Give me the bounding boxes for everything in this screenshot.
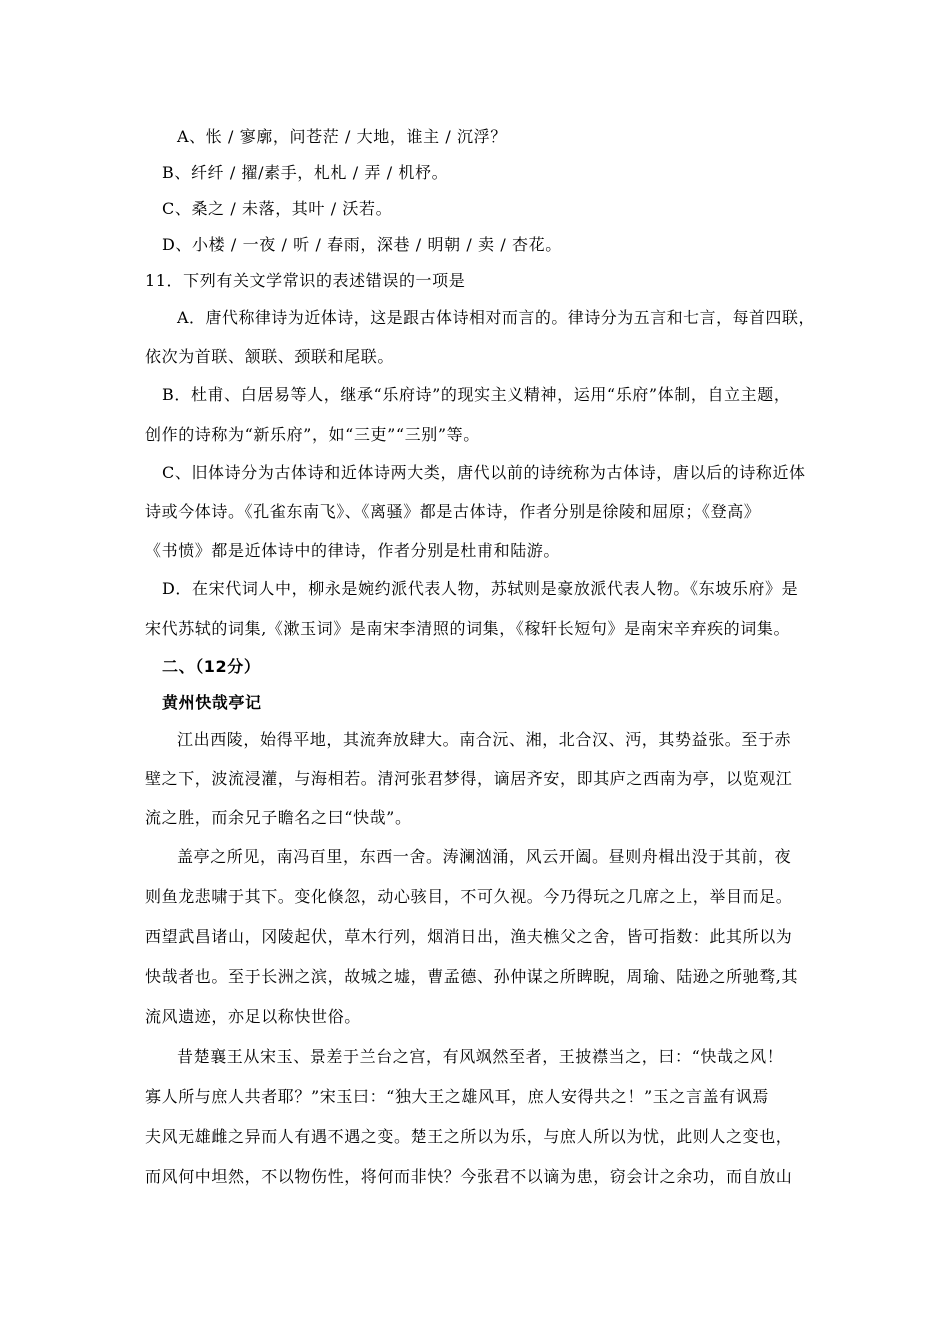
q10-option-a: A、怅 / 寥廓，问苍茫 / 大地，谁主 / 沉浮？ (177, 127, 507, 146)
q11-stem: 11．下列有关文学常识的表述错误的一项是 (145, 271, 466, 290)
para1-line1: 江出西陵，始得平地，其流奔放肆大。南合沅、湘，北合汉、沔，其势益张。至于赤 (177, 730, 792, 749)
q11-option-c-line2: 诗或今体诗。《孔雀东南飞》、《离骚》都是古体诗，作者分别是徐陵和屈原；《登高》 (145, 502, 761, 521)
q11-option-c-line3: 《书愤》都是近体诗中的律诗，作者分别是杜甫和陆游。 (145, 541, 561, 560)
para2-line2: 则鱼龙悲啸于其下。变化倏忽，动心骇目，不可久视。今乃得玩之几席之上，举目而足。 (145, 887, 793, 906)
para2-line4: 快哉者也。至于长洲之滨，故城之墟，曹孟德、孙仲谋之所睥睨，周瑜、陆逊之所驰骛,其 (145, 967, 799, 986)
q11-option-c-line1: C、旧体诗分为古体诗和近体诗两大类，唐代以前的诗统称为古体诗，唐以后的诗称近体 (162, 463, 806, 482)
q11-option-b-line1: B．杜甫、白居易等人，继承“乐府诗”的现实主义精神，运用“乐府”体制，自立主题， (162, 385, 791, 404)
para3-line4: 而风何中坦然，不以物伤性，将何而非快？今张君不以谪为患，窃会计之余功，而自放山 (145, 1167, 793, 1186)
q10-option-d: D、小楼 / 一夜 / 听 / 春雨，深巷 / 明朝 / 卖 / 杏花。 (162, 235, 562, 254)
para1-line2: 壁之下，波流浸灌，与海相若。清河张君梦得，谪居齐安，即其庐之西南为亭，以览观江 (145, 769, 793, 788)
para2-line1: 盖亭之所见，南冯百里，东西一舍。涛澜汹涌，风云开阖。昼则舟楫出没于其前，夜 (177, 847, 792, 866)
q11-option-a-line2: 依次为首联、颔联、颈联和尾联。 (145, 347, 395, 366)
para3-line3: 夫风无雄雌之异而人有遇不遇之变。楚王之所以为乐，与庶人所以为忧，此则人之变也， (145, 1127, 793, 1146)
para1-line3: 流之胜，而余兄子瞻名之曰“快哉”。 (145, 808, 412, 827)
para2-line5: 流风遗迹，亦足以称快世俗。 (145, 1007, 361, 1026)
q11-option-b-line2: 创作的诗称为“新乐府”，如“三吏”“三别”等。 (145, 425, 480, 444)
q10-option-c: C、桑之 / 未落，其叶 / 沃若。 (162, 199, 393, 218)
para3-line1: 昔楚襄王从宋玉、景差于兰台之宫，有风飒然至者，王披襟当之，曰：“快哉之风！ (177, 1047, 784, 1066)
q11-option-a-line1: A．唐代称律诗为近体诗，这是跟古体诗相对而言的。律诗分为五言和七言，每首四联， (177, 308, 815, 327)
para2-line3: 西望武昌诸山，冈陵起伏，草木行列，烟消日出，渔夫樵父之舍，皆可指数：此其所以为 (145, 927, 793, 946)
q10-option-b: B、纤纤 / 擢/素手，札札 / 弄 / 机杼。 (162, 163, 449, 182)
q11-option-d-line2: 宋代苏轼的词集,《漱玉词》是南宋李清照的词集，《稼轩长短句》是南宋辛弃疾的词集。 (145, 619, 791, 638)
para3-line2: 寡人所与庶人共者耶？”宋玉曰：“独大王之雄风耳，庶人安得共之！”玉之言盖有讽焉 (145, 1087, 769, 1106)
section-heading: 二、（12分） (162, 657, 261, 676)
q11-option-d-line1: D．在宋代词人中，柳永是婉约派代表人物，苏轼则是豪放派代表人物。《东坡乐府》是 (162, 579, 799, 598)
passage-title: 黄州快哉亭记 (162, 693, 262, 712)
